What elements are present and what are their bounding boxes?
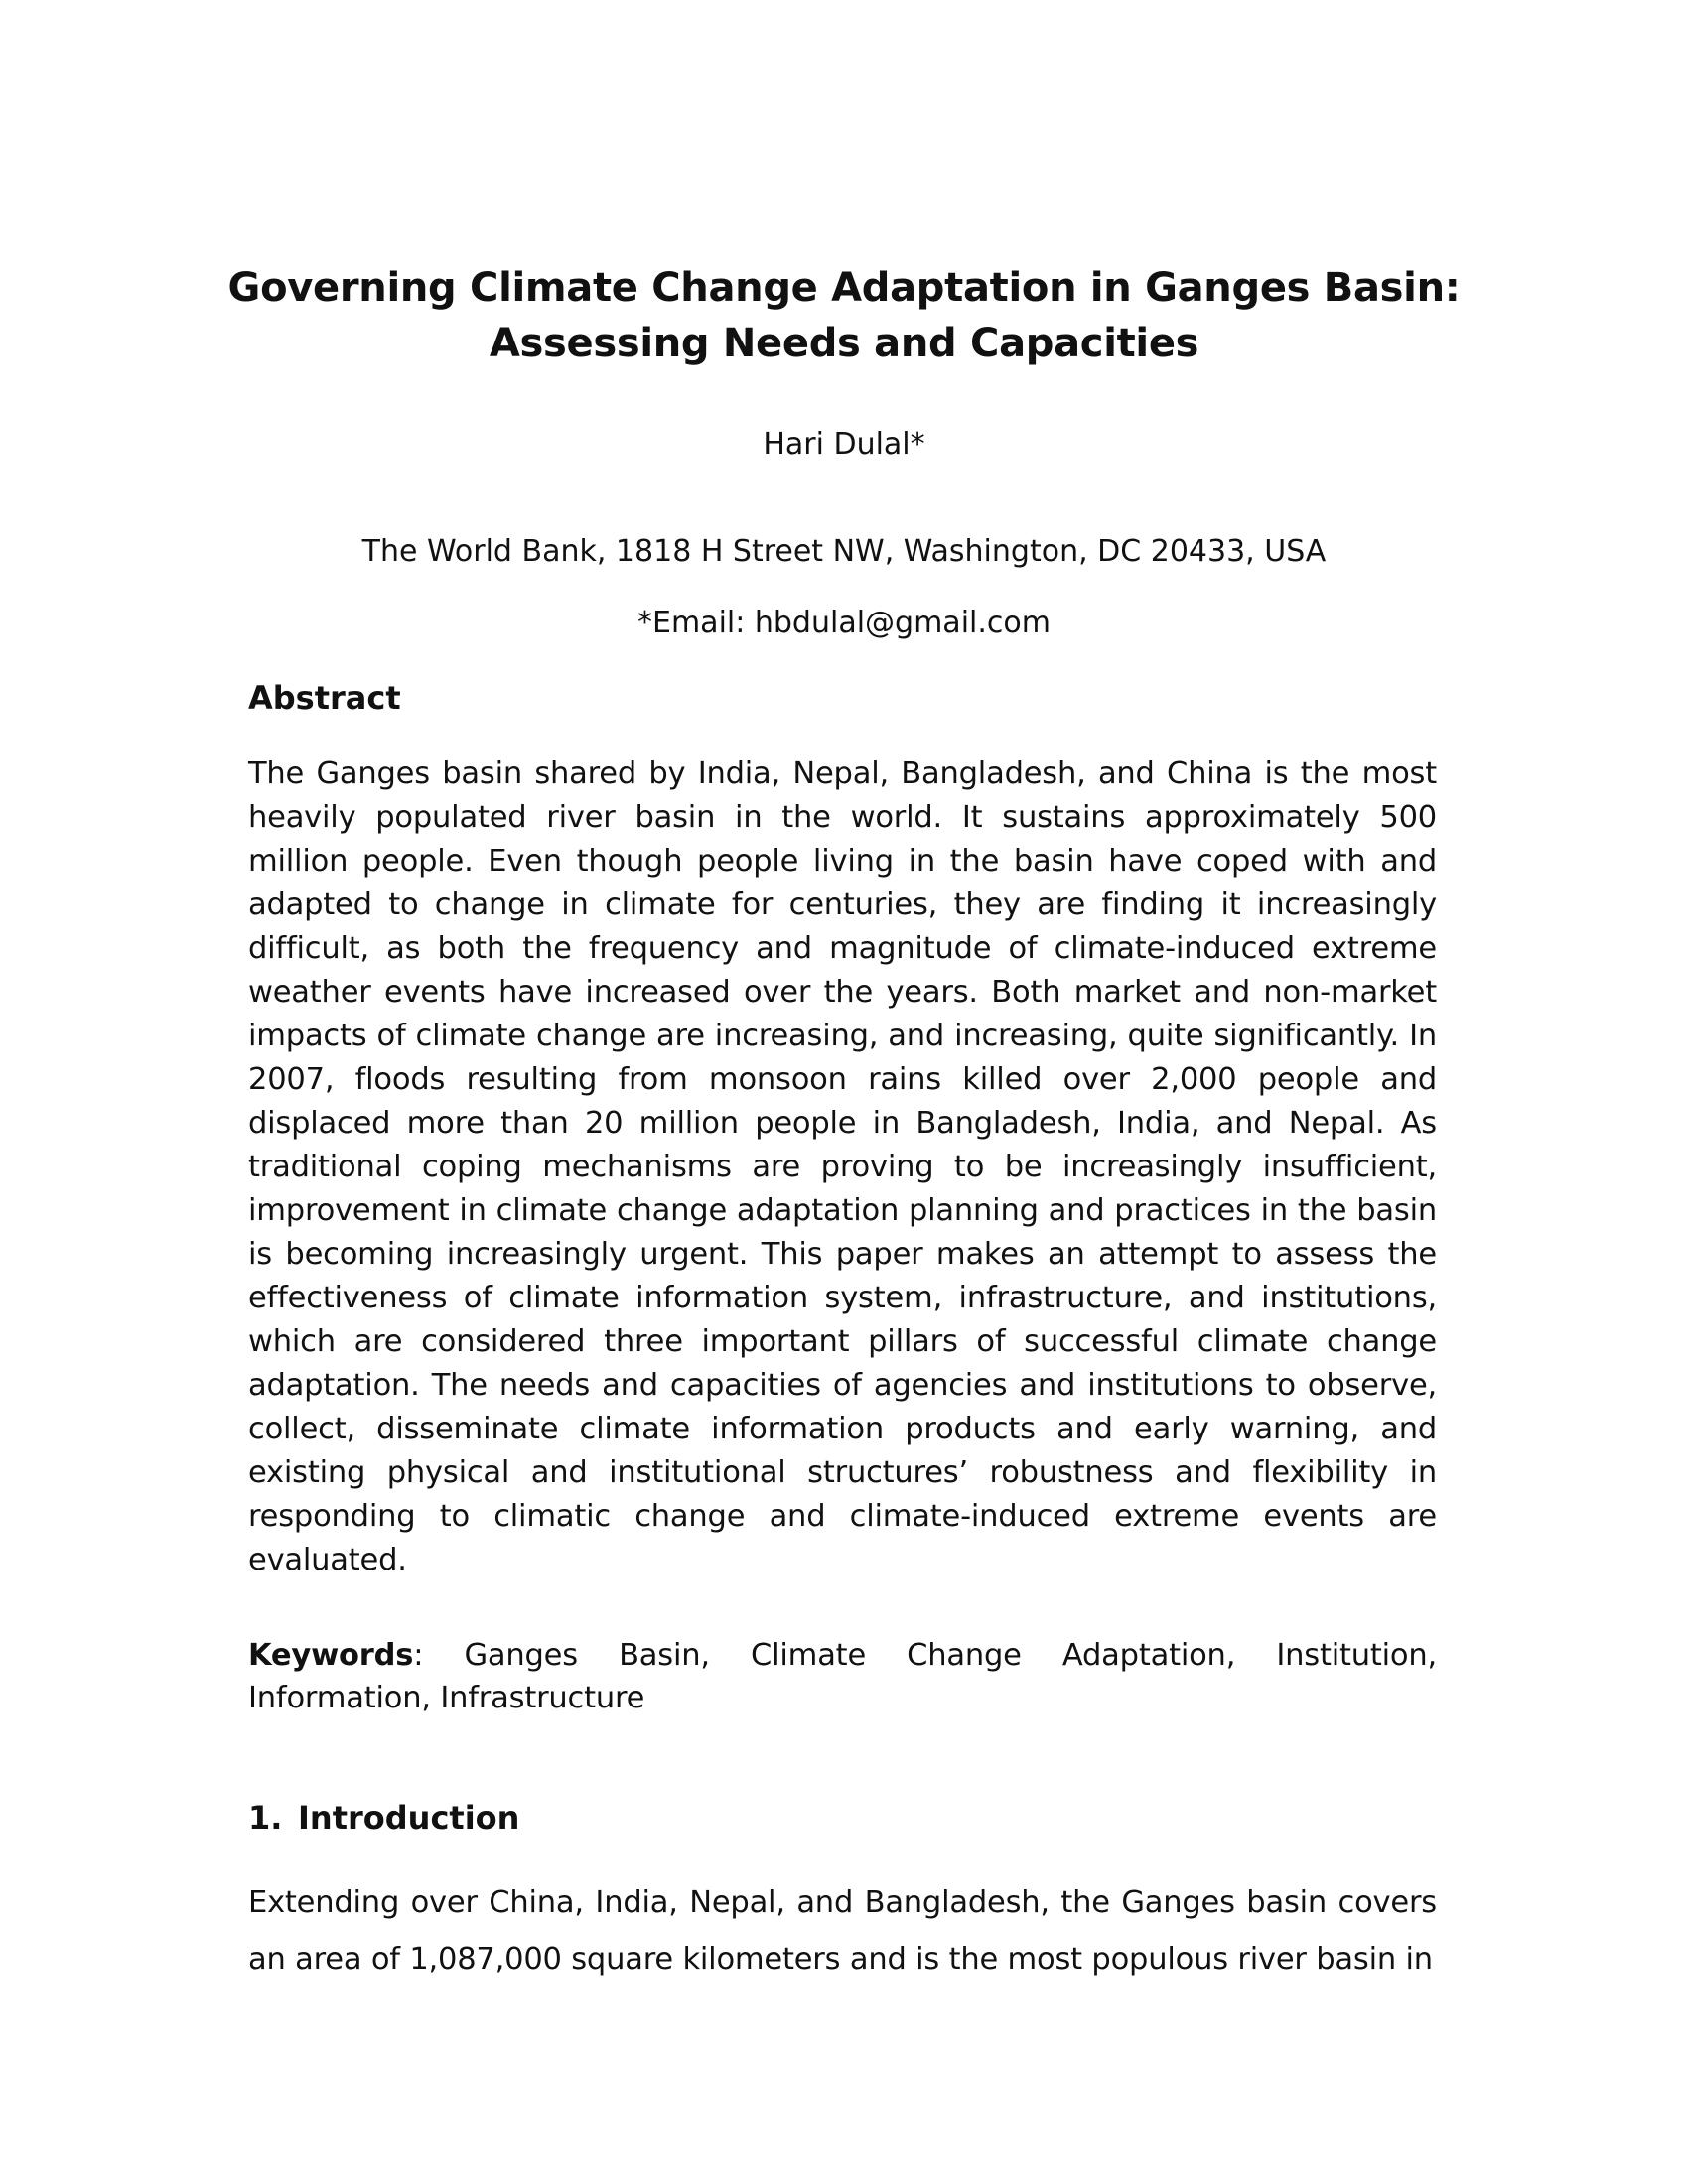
introduction-text: Extending over China, India, Nepal, and Bangladesh, the Ganges basin covers an area of 1,087,000 square kilometers and is the most populous river basin in — [248, 1885, 1437, 1977]
keywords-paragraph — [248, 1634, 1437, 1719]
keywords-label: Keywords — [248, 1638, 414, 1673]
author-affiliation: The World Bank, 1818 H Street NW, Washington, DC 20433, USA — [361, 534, 1327, 569]
author-email: *Email: hbdulal@gmail.com — [637, 606, 1051, 640]
title-line-1: Governing Climate Change Adaptation in Ganges Basin: — [227, 265, 1461, 311]
abstract-heading: Abstract — [248, 679, 401, 717]
paper-title — [199, 260, 1489, 371]
author-name: Hari Dulal* — [763, 427, 925, 462]
section-heading-introduction — [248, 1797, 519, 1839]
section-number: 1. — [248, 1799, 283, 1837]
title-line-2: Assessing Needs and Capacities — [489, 321, 1199, 366]
keywords-separator: : — [413, 1638, 465, 1673]
abstract-text: The Ganges basin shared by India, Nepal, Bangladesh, and China is the most heavily populated river basin in the world. It sustains approximately 500 million people. Even though people living in the basin have coped with and adapted to change in climate for centuries, they are finding it increasingly difficult, as both the frequency and magnitude of climate-induced extreme weather events have increased over the years. Both market and non-market impacts of climate change are increasing, and increasing, quite significantly. In 2007, floods resulting from monsoon rains killed over 2,000 people and displaced more than 20 million people in Bangladesh, India, and Nepal. As traditional coping mechanisms are proving to be increasingly insufficient, improvement in climate change adaptation planning and practices in the basin is becoming increasingly urgent. This paper makes an attempt to assess the effectiveness of climate information system, infrastructure, and institutions, which are considered three important pillars of successful climate change adaptation. The needs and capacities of agencies and institutions to observe, collect, disseminate climate information products and early warning, and existing physical and institutional structures’ robustness and flexibility in responding to climatic change and climate-induced extreme events are evaluated. — [248, 756, 1437, 1577]
section-title: Introduction — [298, 1799, 520, 1837]
keywords-list: Ganges Basin, Climate Change Adaptation, Institution, Information, Infrastructure — [248, 1638, 1437, 1715]
